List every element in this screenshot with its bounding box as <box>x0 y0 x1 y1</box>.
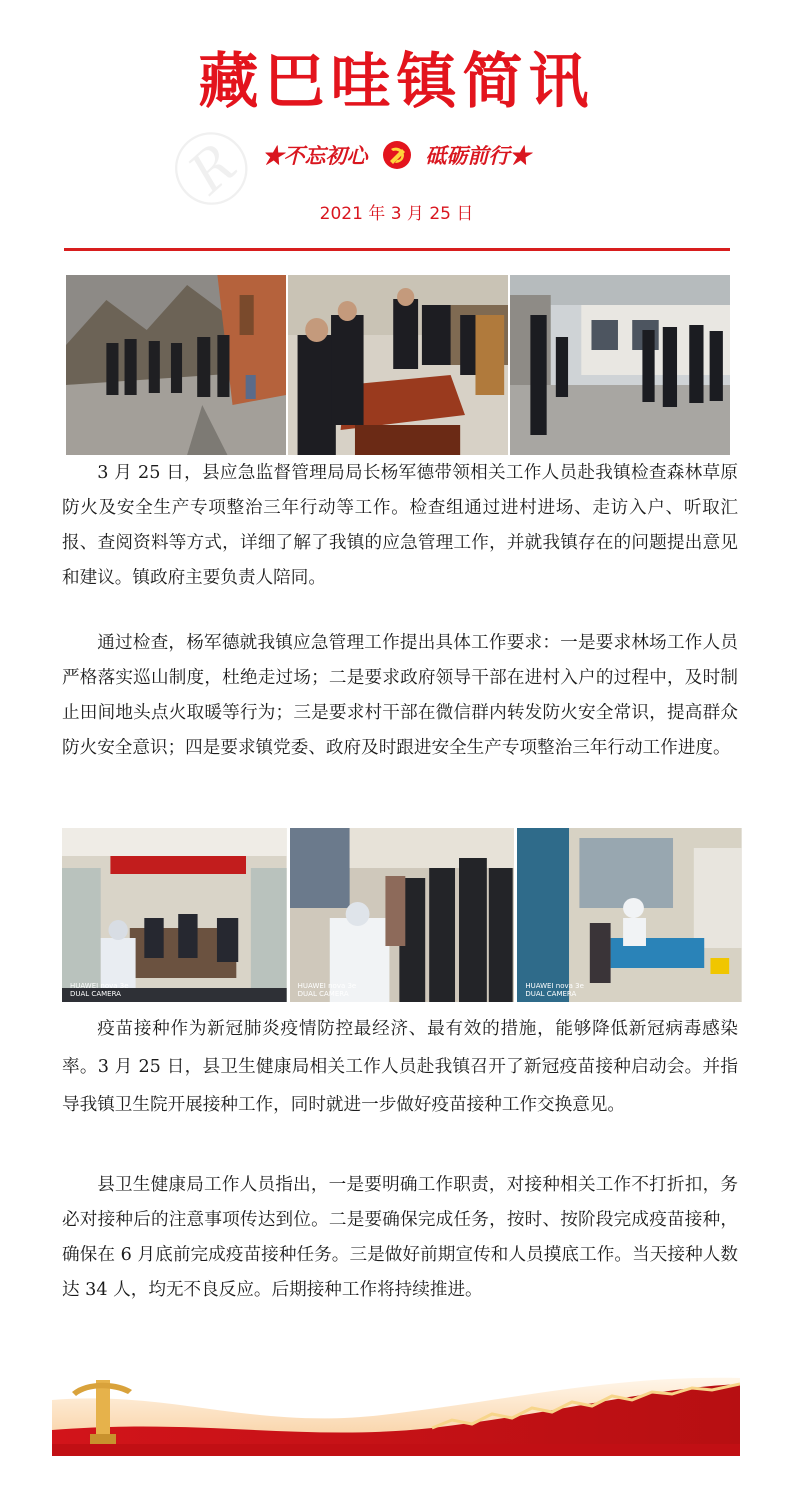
photo-courtyard-visit <box>510 275 730 455</box>
article-paragraph-1: 3 月 25 日，县应急监督管理局局长杨军德带领相关工作人员赴我镇检查森林草原防火及安全生产专项整治三年行动等工作。检查组通过进村进场、走访入户、听取汇报、查阅资料等方式，详细了解了我镇的应急管理工作，并就我镇存在的问题提出意见和建议。镇政府主要负责人陪同。 <box>62 463 738 588</box>
photo-row-vaccination <box>62 828 742 1002</box>
page-title: 藏巴哇镇简讯 <box>198 47 595 117</box>
issue-date: 2021 年 3 月 25 日 <box>319 204 474 224</box>
great-wall-huabiao-banner <box>52 1370 740 1456</box>
header-divider <box>64 248 730 251</box>
photo-vaccination-meeting <box>62 828 287 1002</box>
photo-office-meeting <box>288 275 508 455</box>
slogan-right: 砥砺前行★ <box>425 143 531 168</box>
party-emblem-icon <box>382 140 412 175</box>
camera-watermark: HUAWEI nova 3e DUAL CAMERA <box>525 982 584 998</box>
photo-row-inspection <box>66 275 730 455</box>
slogan-left: ★不忘初心 <box>262 143 368 168</box>
watermark: 🄬 <box>154 111 273 231</box>
photo-clinic-staff <box>290 828 515 1002</box>
article-paragraph-3: 疫苗接种作为新冠肺炎疫情防控最经济、最有效的措施，能够降低新冠病毒感染率。3 月 25 日，县卫生健康局相关工作人员赴我镇召开了新冠疫苗接种启动会。并指导我镇卫生院开展接种工作，同时就进一步做好疫苗接种工作交换意见。 <box>62 1019 738 1115</box>
article-paragraph-2: 通过检查，杨军德就我镇应急管理工作提出具体工作要求：一是要求林场工作人员严格落实巡山制度，杜绝走过场；二是要求政府领导干部在进村入户的过程中，及时制止田间地头点火取暖等行为；三是要求村干部在微信群内转发防火安全常识，提高群众防火安全意识；四是要求镇党委、政府及时跟进安全生产专项整治三年行动工作进度。 <box>62 633 738 758</box>
camera-watermark: HUAWEI nova 3e DUAL CAMERA <box>297 982 357 998</box>
camera-watermark: HUAWEI nova 3e DUAL CAMERA <box>70 982 129 998</box>
slogan <box>0 140 793 175</box>
article-paragraph-4: 县卫生健康局工作人员指出，一是要明确工作职责，对接种相关工作不打折扣，务必对接种后的注意事项传达到位。二是要确保完成任务，按时、按阶段完成疫苗接种，确保在 6 月底前完成疫苗接种任务。三是做好前期宣传和人员摸底工作。当天接种人数达 34 人，均无不良反应。后期接种工作将持续推进。 <box>62 1175 738 1300</box>
photo-vaccination-room <box>517 828 742 1002</box>
photo-roadside-inspection <box>66 275 286 455</box>
